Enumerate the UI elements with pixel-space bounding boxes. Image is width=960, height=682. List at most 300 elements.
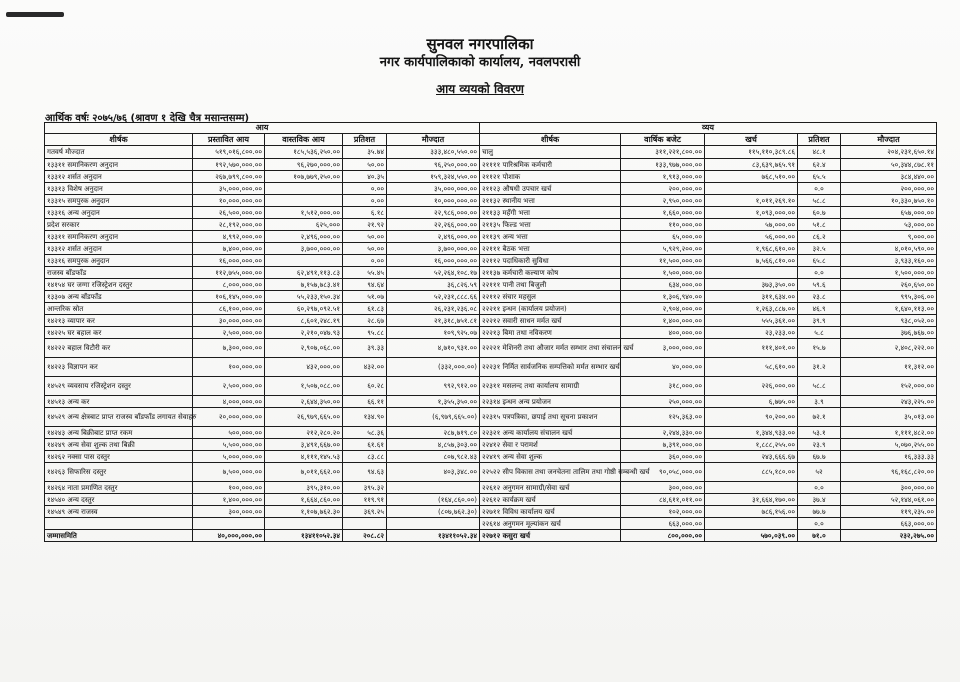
table-row (45, 377, 937, 396)
income-proposed-cell: ८,०००,०००.०० (193, 279, 265, 291)
expense-spent-cell: ६,७७५.०० (705, 396, 798, 408)
income-actual-cell: ३,७००,०००.०० (265, 243, 343, 255)
expense-head-cell: २२२१३ बिमा तथा नविकरण (480, 327, 621, 339)
income-head-cell: १४५२९ अन्य क्षेत्रबाट प्राप्त राजस्व बाँडफाँड लगायत सेवाहरु (45, 408, 193, 427)
expense-spent-cell: ५७,०००.०० (705, 219, 798, 231)
income-percent-cell: ३९.३३ (343, 339, 387, 358)
expense-budget-cell: ८००,०००.०० (621, 530, 705, 542)
expense-col-heading: शीर्षक (480, 134, 621, 146)
income-proposed-cell: १०६,१४५,०००.०० (193, 291, 265, 303)
expense-head-cell: २२४१९ अन्य सेवा शुल्क (480, 451, 621, 463)
income-balance-cell: २२,९८६,०००.०० (387, 207, 480, 219)
income-percent-cell: ६६.११ (343, 396, 387, 408)
income-proposed-cell: ११२,७५५,०००.०० (193, 267, 265, 279)
expense-spent-cell (705, 482, 798, 494)
expense-percent-cell: ६०.७ (798, 207, 841, 219)
income-proposed-cell: ७,५००,०००.०० (193, 463, 265, 482)
expense-budget-cell: ७,३९१,०००.०० (621, 439, 705, 451)
expense-balance-cell: ३७६,७६७.०० (841, 327, 937, 339)
expense-balance-cell: ९९५,३०६.०० (841, 291, 937, 303)
income-proposed-cell: ४०,०००,०००.०० (193, 530, 265, 542)
report-title (0, 80, 960, 97)
income-head-cell: १३३१६ अन्य अनुदान (45, 207, 193, 219)
table-row (45, 339, 937, 358)
expense-head-cell: २२६१२ अनुगमन सामाग्री/सेवा खर्च (480, 482, 621, 494)
income-proposed-cell: १००,०००.०० (193, 482, 265, 494)
expense-balance-cell: १,५००,०००.०० (841, 267, 937, 279)
expense-head-cell: २२२२१ मेशिनरी तथा औजार मर्मत सम्भार तथा संचालन खर्च (480, 339, 621, 358)
income-head-cell: गतवर्ष मौज्दात (45, 146, 193, 159)
income-actual-cell: २,९०७,०६८.०० (265, 339, 343, 358)
expense-spent-cell: ३७३,३५०.०० (705, 279, 798, 291)
table-row (45, 518, 937, 530)
table-row (45, 530, 937, 542)
expense-head-cell: २२३२१ अन्य कार्यालय संचालन खर्च (480, 427, 621, 439)
income-head-cell: १४१५४ घर जग्गा रजिस्ट्रेशन दस्तुर (45, 279, 193, 291)
income-proposed-cell: ३०,०००,०००.०० (193, 315, 265, 327)
expense-col-budget: वार्षिक बजेट (621, 134, 705, 146)
expense-balance-cell: ३००,०००.०० (841, 482, 937, 494)
expense-percent-cell: ७२.१ (798, 408, 841, 427)
expense-spent-cell: ५६,०००.०० (705, 231, 798, 243)
expense-head-cell: २२१११ बैठक भत्ता (480, 243, 621, 255)
expense-percent-cell: ६२.४ (798, 159, 841, 171)
income-head-cell: १४२४३ अन्य बिक्रीबाट प्राप्त रकम (45, 427, 193, 439)
income-col-balance: मौज्दात (387, 134, 480, 146)
table-row (45, 146, 937, 159)
income-proposed-cell: २०,०००,०००.०० (193, 408, 265, 427)
expense-percent-cell: ३२.५ (798, 243, 841, 255)
income-head-cell: १३३११ समानिकरण अनुदान (45, 159, 193, 171)
expense-head-cell: २२२१२ सवारी साधन मर्मत खर्च (480, 315, 621, 327)
income-head-cell (45, 518, 193, 530)
income-proposed-cell: ५१९,०१६,८००.०० (193, 146, 265, 159)
income-actual-cell: ८,६०१,२४८.१९ (265, 315, 343, 327)
table-row (45, 255, 937, 267)
expense-head-cell: २२२११ इन्धन (कार्यालय प्रयोजन) (480, 303, 621, 315)
expense-budget-cell: ६६३,०००.०० (621, 518, 705, 530)
expense-budget-cell: ८४,६११,०११.०० (621, 494, 705, 506)
table-row (45, 219, 937, 231)
expense-head-cell: २२३१५ पत्रपत्रिका, छपाई तथा सूचना प्रकाशन (480, 408, 621, 427)
income-percent-cell: ६१.६१ (343, 439, 387, 451)
table-row (45, 183, 937, 195)
expense-head-cell: चालु (480, 146, 621, 159)
expense-budget-cell: ३,०००,०००.०० (621, 339, 705, 358)
table-row (45, 267, 937, 279)
expense-percent-cell: ५१.८ (798, 219, 841, 231)
expense-head-cell: २११२३ औषधी उपचार खर्च (480, 183, 621, 195)
income-actual-cell: ६२५,००० (265, 219, 343, 231)
expense-balance-cell: ३५,०१३.०० (841, 408, 937, 427)
income-percent-cell: ५०.०० (343, 231, 387, 243)
expense-balance-cell: ९६,१६८,८२०.०० (841, 463, 937, 482)
table-row (45, 427, 937, 439)
column-header-row (45, 134, 937, 146)
income-balance-cell: १,३५५,३५०.०० (387, 396, 480, 408)
table-row (45, 358, 937, 377)
municipality-name: सुनवल नगरपालिका (426, 35, 534, 53)
income-head-cell: १३३११ समानिकरण अनुदान (45, 231, 193, 243)
expense-head-cell: २११२१ पोशाक (480, 171, 621, 183)
expense-budget-cell: १,६६०,०००.०० (621, 207, 705, 219)
income-percent-cell: ६०.२८ (343, 377, 387, 396)
expense-head-cell: २२७११ विविध कार्यालय खर्च (480, 506, 621, 518)
income-percent-cell: ६१.८३ (343, 303, 387, 315)
expense-section-label: व्यय (480, 123, 937, 134)
income-proposed-cell: ७,४००,०००.०० (193, 243, 265, 255)
income-proposed-cell (193, 518, 265, 530)
income-percent-cell: ४३२.०० (343, 358, 387, 377)
income-balance-cell (387, 482, 480, 494)
table-row (45, 439, 937, 451)
income-actual-cell (265, 183, 343, 195)
income-head-cell: राजस्व बाँडफाँड (45, 267, 193, 279)
expense-budget-cell: ४०,०००.०० (621, 358, 705, 377)
income-head-cell: १३३१२ शर्सत अनुदान (45, 171, 193, 183)
expense-spent-cell: १,८८८,२५५.०० (705, 439, 798, 451)
income-percent-cell: ९५.८८ (343, 327, 387, 339)
income-proposed-cell: १०,०००,०००.०० (193, 195, 265, 207)
income-proposed-cell: २८,१९२,०००.०० (193, 219, 265, 231)
income-balance-cell: २१,३१८,७५१.८१ (387, 315, 480, 327)
income-actual-cell: २,४९६,०००.०० (265, 231, 343, 243)
expense-percent-cell: १५.७ (798, 339, 841, 358)
income-head-cell: १३३१६ समपुरक अनुदान (45, 255, 193, 267)
expense-budget-cell: ३००,०००.०० (621, 482, 705, 494)
expense-balance-cell: ३८४,४४०.०० (841, 171, 937, 183)
income-balance-cell: १३४११०५२.३४ (387, 530, 480, 542)
income-balance-cell: १०,०००,०००.०० (387, 195, 480, 207)
income-percent-cell: ३६९.२५ (343, 506, 387, 518)
expense-balance-cell: २,४०८,२२२.०० (841, 339, 937, 358)
expense-percent-cell: ५२ (798, 463, 841, 482)
table-row (45, 195, 937, 207)
expense-balance-cell: ६५७,०००.०० (841, 207, 937, 219)
income-balance-cell: ३६,८२६.५९ (387, 279, 480, 291)
expense-budget-cell: २,२४४,३३०.०० (621, 427, 705, 439)
income-actual-cell: ७,१५७,७८३.४१ (265, 279, 343, 291)
income-actual-cell: २६,९७९,६६५.०० (265, 408, 343, 427)
income-balance-cell: १५९,३२४,५५०.०० (387, 171, 480, 183)
income-head-cell: १३३१२ शर्सत अनुदान (45, 243, 193, 255)
expense-spent-cell: १,३४४,९३३.०० (705, 427, 798, 439)
expense-percent-cell: ४६.९ (798, 303, 841, 315)
expense-percent-cell: ८६.२ (798, 231, 841, 243)
expense-head-cell: २२७१२ कसुरा खर्च (480, 530, 621, 542)
income-actual-cell: ६२,४९१,११३.८३ (265, 267, 343, 279)
income-actual-cell: ६०,२९७,०९२.५१ (265, 303, 343, 315)
expense-spent-cell: ८८५,१८०.०० (705, 463, 798, 482)
expense-percent-cell: ०.० (798, 267, 841, 279)
income-balance-cell: ५२,२३१,८८८.६६ (387, 291, 480, 303)
income-head-cell: १४२२२ बहाल विटौरी कर (45, 339, 193, 358)
income-col-heading: शीर्षक (45, 134, 193, 146)
expense-head-cell: २२४१२ सेवा र परामर्श (480, 439, 621, 451)
table-row (45, 494, 937, 506)
income-head-cell: १४५४९ अन्य राजस्व (45, 506, 193, 518)
income-actual-cell: ७,०११,६६२.०० (265, 463, 343, 482)
income-col-actual: वास्तविक आय (265, 134, 343, 146)
income-head-cell: १४२४९ अन्य सेवा शुल्क तथा बिक्री (45, 439, 193, 451)
expense-balance-cell: ९,०००.०० (841, 231, 937, 243)
income-head-cell: १४२६३ सिफारिस दस्तुर (45, 463, 193, 482)
income-balance-cell: ४,७१०,९३१.०० (387, 339, 480, 358)
report-title-text: आय व्ययको विवरण (436, 82, 524, 96)
income-percent-cell: ५८.३६ (343, 427, 387, 439)
table-row (45, 159, 937, 171)
expense-col-spent: खर्च (705, 134, 798, 146)
expense-percent-cell: ५८.८ (798, 195, 841, 207)
income-head-cell: १३३१३ विशेष अनुदान (45, 183, 193, 195)
expense-percent-cell: ७७.७ (798, 506, 841, 518)
income-actual-cell: १,५०७,०८८.०० (265, 377, 343, 396)
expense-percent-cell: ३१.२ (798, 358, 841, 377)
income-head-cell: आन्तरिक स्रोत (45, 303, 193, 315)
expense-budget-cell: ६३४,०००.०० (621, 279, 705, 291)
income-percent-cell: १३४.९० (343, 408, 387, 427)
income-actual-cell (265, 255, 343, 267)
income-proposed-cell: ५,५००,०००.०० (193, 439, 265, 451)
income-head-cell: १४२६२ नक्सा पास दस्तुर (45, 451, 193, 463)
income-proposed-cell: १९२,५७०,०००.०० (193, 159, 265, 171)
income-percent-cell: ११९.९१ (343, 494, 387, 506)
expense-spent-cell: १११,४०१.०० (705, 339, 798, 358)
expense-head-cell: २११३३ महँगी भत्ता (480, 207, 621, 219)
income-head-cell: १३३०७ अन्य बाँडफाँड (45, 291, 193, 303)
income-balance-cell: (१६४,८६०.००) (387, 494, 480, 506)
expense-spent-cell: २३,२३३.०० (705, 327, 798, 339)
expense-spent-cell: २४३,६६६.६७ (705, 451, 798, 463)
income-expense-table (44, 122, 937, 542)
income-actual-cell: २,२१०,०४७.९३ (265, 327, 343, 339)
income-proposed-cell: ५००,०००.०० (193, 427, 265, 439)
expense-spent-cell: ९०,२००.०० (705, 408, 798, 427)
expense-budget-cell: ३१८,०००.०० (621, 377, 705, 396)
income-head-cell: प्रदेश सरकार (45, 219, 193, 231)
expense-percent-cell: ०.० (798, 482, 841, 494)
expense-budget-cell: २,९०४,०००.०० (621, 303, 705, 315)
expense-head-cell: २२५२२ सीप विकास तथा जनचेतना तालिम तथा गोष्ठी सम्बन्धी खर्च (480, 463, 621, 482)
income-percent-cell: २८.६७ (343, 315, 387, 327)
expense-budget-cell: २५०,०००.०० (621, 396, 705, 408)
expense-balance-cell: १,६४०,११३.०० (841, 303, 937, 315)
expense-spent-cell: ५८,६१०.०० (705, 358, 798, 377)
expense-percent-cell: ४८.१ (798, 146, 841, 159)
income-balance-cell: (३३२,०००.००) (387, 358, 480, 377)
income-actual-cell: ४,१११,१४५.५३ (265, 451, 343, 463)
expense-percent-cell: ६५.५ (798, 171, 841, 183)
income-balance-cell: ९६,२५०,०००.०० (387, 159, 480, 171)
expense-percent-cell: ०.० (798, 183, 841, 195)
expense-percent-cell: ५९.६ (798, 279, 841, 291)
income-actual-cell: १,६६४,८६०.०० (265, 494, 343, 506)
expense-head-cell: २११११ पारिश्रमिक कर्मचारी (480, 159, 621, 171)
income-col-percent: प्रतिशत (343, 134, 387, 146)
income-proposed-cell: ७,३००,०००.०० (193, 339, 265, 358)
income-balance-cell: (८०७,७६२.३०) (387, 506, 480, 518)
expense-balance-cell: ११,३१२.०० (841, 358, 937, 377)
income-head-cell: १४२१३ व्यापार कर (45, 315, 193, 327)
income-balance-cell: ४,८५७,३०३.०० (387, 439, 480, 451)
expense-balance-cell: १०,३३०,७५०.१० (841, 195, 937, 207)
income-actual-cell: २१२,२८०.२० (265, 427, 343, 439)
expense-balance-cell: २६०,६५०.०० (841, 279, 937, 291)
income-actual-cell: १,५१२,०००.०० (265, 207, 343, 219)
table-row (45, 506, 937, 518)
expense-percent-cell: ५.८ (798, 327, 841, 339)
expense-balance-cell: १५२,०००.०० (841, 377, 937, 396)
expense-spent-cell: ११५,११०,३८९.८६ (705, 146, 798, 159)
expense-balance-cell: २३२,२७५.०० (841, 530, 937, 542)
table-row (45, 279, 937, 291)
income-proposed-cell: २६७,७९९,८००.०० (193, 171, 265, 183)
expense-percent-cell: ६५.८ (798, 255, 841, 267)
income-actual-cell: ३,४९१,६६७.०० (265, 439, 343, 451)
income-percent-cell: ५१.०७ (343, 291, 387, 303)
income-head-cell: १४५४० अन्य दस्तुर (45, 494, 193, 506)
expense-spent-cell: १,९६८,६१०.०० (705, 243, 798, 255)
section-header-row (45, 123, 937, 134)
expense-percent-cell: ६७.७ (798, 451, 841, 463)
income-balance-cell: २,४९६,०००.०० (387, 231, 480, 243)
expense-balance-cell: ५३,०००.०० (841, 219, 937, 231)
income-balance-cell: (६,९७९,६६५.००) (387, 408, 480, 427)
expense-budget-cell: ११०,०००.०० (621, 219, 705, 231)
expense-percent-cell: ३९.९ (798, 315, 841, 327)
expense-spent-cell: ३१,६६४,१७०.०० (705, 494, 798, 506)
expense-budget-cell: ५,९२९,२००.०० (621, 243, 705, 255)
expense-budget-cell: ९०,०५८,०००.०० (621, 463, 705, 482)
table-row (45, 315, 937, 327)
expense-budget-cell: १,४००,०००.०० (621, 315, 705, 327)
income-actual-cell (265, 195, 343, 207)
income-balance-cell: ३५,०००,०००.०० (387, 183, 480, 195)
income-percent-cell: ८३.८८ (343, 451, 387, 463)
expense-percent-cell: ३.९ (798, 396, 841, 408)
income-actual-cell: १०७,७७९,२५०.०० (265, 171, 343, 183)
income-percent-cell: २०८.८२ (343, 530, 387, 542)
expense-balance-cell: २०४,२३१,६५०.१४ (841, 146, 937, 159)
income-balance-cell: १०९,९२५.०७ (387, 327, 480, 339)
income-head-cell: १४२२५ घर बहाल कर (45, 327, 193, 339)
expense-balance-cell: ५२,१४४,०६१.०० (841, 494, 937, 506)
table-row (45, 482, 937, 494)
income-percent-cell: ९४.६३ (343, 463, 387, 482)
income-proposed-cell: ४,०००,०००.०० (193, 396, 265, 408)
expense-budget-cell: १२५,३६३.०० (621, 408, 705, 427)
expense-percent-cell: ५८.८ (798, 377, 841, 396)
income-actual-cell: १,१०७,७६२.३० (265, 506, 343, 518)
income-actual-cell: ३९५,३१०.०० (265, 482, 343, 494)
expense-head-cell: २११३७ कर्मचारी कल्याण कोष (480, 267, 621, 279)
expense-spent-cell: १,२६३,८८७.०० (705, 303, 798, 315)
income-section-label: आय (45, 123, 480, 134)
expense-balance-cell: ४,०१०,५९०.०० (841, 243, 937, 255)
expense-spent-cell: १,०९३,०००.०० (705, 207, 798, 219)
income-balance-cell: २६,२३१,२३६.०८ (387, 303, 480, 315)
table-row (45, 231, 937, 243)
expense-spent-cell: १,०११,२६९.१० (705, 195, 798, 207)
expense-spent-cell (705, 183, 798, 195)
table-row (45, 408, 937, 427)
expense-balance-cell: १६,३३३.३३ (841, 451, 937, 463)
income-proposed-cell: ४,९९२,०००.०० (193, 231, 265, 243)
income-percent-cell: ४०.३५ (343, 171, 387, 183)
expense-budget-cell: १,९१३,०००.०० (621, 171, 705, 183)
expense-spent-cell: ३११,६३४.०० (705, 291, 798, 303)
table-row (45, 303, 937, 315)
income-percent-cell: ०.०० (343, 183, 387, 195)
expense-col-percent: प्रतिशत (798, 134, 841, 146)
income-proposed-cell: ५,०००,०००.०० (193, 451, 265, 463)
income-col-proposed: प्रस्तावित आय (193, 134, 265, 146)
table-row (45, 327, 937, 339)
expense-spent-cell (705, 267, 798, 279)
expense-balance-cell: ६६३,०००.०० (841, 518, 937, 530)
expense-balance-cell: २४३,२२५.०० (841, 396, 937, 408)
table-row (45, 291, 937, 303)
expense-head-cell: २२२३१ निर्मित सार्वजनिक सम्पत्तिको मर्मत सम्भार खर्च (480, 358, 621, 377)
expense-percent-cell: २३.९ (798, 439, 841, 451)
income-actual-cell: १८५,५३६,२५०.०० (265, 146, 343, 159)
income-balance-cell: ५२,२६४,१०८.१७ (387, 267, 480, 279)
table-row (45, 243, 937, 255)
expense-budget-cell: ३११,२२१,८००.०० (621, 146, 705, 159)
income-actual-cell: ४३२,०००.०० (265, 358, 343, 377)
income-proposed-cell: १००,०००.०० (193, 358, 265, 377)
table-row (45, 451, 937, 463)
office-name: नगर कार्यपालिकाको कार्यालय, नवलपरासी (379, 55, 581, 70)
expense-budget-cell: १३३,९७७,०००.०० (621, 159, 705, 171)
expense-spent-cell (705, 518, 798, 530)
expense-head-cell: २२११२ पदाधिकारी सुविधा (480, 255, 621, 267)
income-proposed-cell: २६,५००,०००.०० (193, 207, 265, 219)
expense-balance-cell: १,१११,४८२.०० (841, 427, 937, 439)
expense-percent-cell: २३.८ (798, 291, 841, 303)
income-balance-cell: १६,०००,०००.०० (387, 255, 480, 267)
income-proposed-cell: ३००,०००.०० (193, 506, 265, 518)
income-actual-cell: ५५,२३३,१५०.३४ (265, 291, 343, 303)
income-balance-cell: ३,७००,०००.०० (387, 243, 480, 255)
expense-percent-cell: ५३.१ (798, 427, 841, 439)
expense-budget-cell: १,३०६,९४०.०० (621, 291, 705, 303)
table-row (45, 463, 937, 482)
expense-balance-cell: ३,९३३,१६०.०० (841, 255, 937, 267)
expense-head-cell: २११३२ स्थानीय भत्ता (480, 195, 621, 207)
expense-budget-cell: ६५,०००.०० (621, 231, 705, 243)
expense-budget-cell: ११,५००,०००.०० (621, 255, 705, 267)
expense-budget-cell: १०२,०००.०० (621, 506, 705, 518)
expense-head-cell: २२१११ पानी तथा बिजुली (480, 279, 621, 291)
income-balance-cell: ४०३,३४८.०० (387, 463, 480, 482)
expense-balance-cell: २००,०००.०० (841, 183, 937, 195)
income-balance-cell (387, 518, 480, 530)
expense-head-cell: २११३९ अन्य भत्ता (480, 231, 621, 243)
income-proposed-cell: १६,०००,०००.०० (193, 255, 265, 267)
income-percent-cell: ०.०० (343, 255, 387, 267)
income-percent-cell: २१.९२ (343, 219, 387, 231)
expense-balance-cell: ११९,२३५.०० (841, 506, 937, 518)
expense-budget-cell: १,५००,०००.०० (621, 267, 705, 279)
expense-budget-cell: ३६०,०००.०० (621, 451, 705, 463)
income-percent-cell: ५०.०० (343, 243, 387, 255)
expense-spent-cell: ७,५६६,८१०.०० (705, 255, 798, 267)
income-percent-cell: ३५.७४ (343, 146, 387, 159)
expense-head-cell: २२६१२ कार्यक्रम खर्च (480, 494, 621, 506)
income-proposed-cell: २,५००,०००.०० (193, 327, 265, 339)
income-actual-cell (265, 518, 343, 530)
